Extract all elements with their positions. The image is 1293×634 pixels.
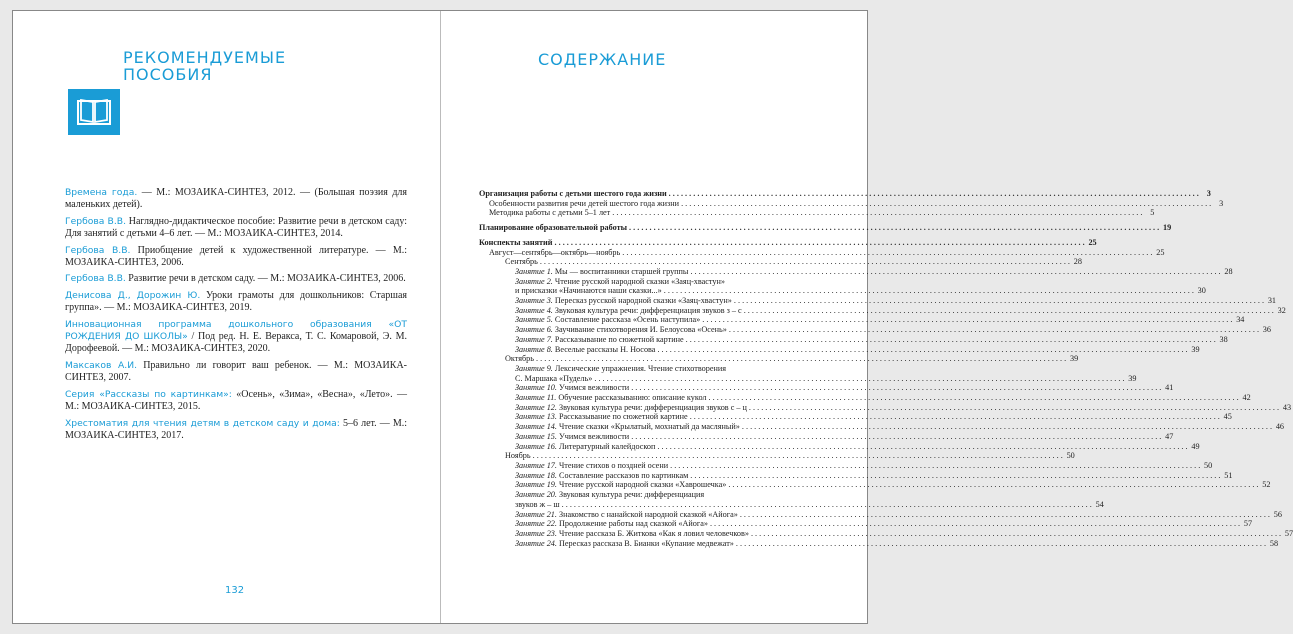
toc-entry-title bbox=[515, 510, 738, 520]
toc-entry[interactable] bbox=[479, 315, 1245, 325]
toc-entry-title bbox=[515, 315, 700, 325]
toc-entry-text: Методика работы с детьми 5–1 лет bbox=[489, 208, 611, 218]
toc-entry-text: Литературный калейдоскоп bbox=[556, 441, 656, 451]
toc-page-number: 57 bbox=[1284, 528, 1293, 538]
toc-page-number: 57 bbox=[1243, 519, 1253, 529]
toc-entry[interactable] bbox=[479, 412, 1232, 422]
toc-page-number: 19 bbox=[1162, 223, 1172, 233]
toc-entry[interactable] bbox=[479, 509, 1282, 520]
toc-lesson-number: Занятие 15. bbox=[515, 431, 557, 441]
toc-page-number: 28 bbox=[1224, 266, 1233, 276]
toc-lesson-number: Занятие 4. bbox=[515, 305, 553, 315]
toc-entry-title bbox=[515, 432, 629, 442]
heading-line-2: ПОСОБИЯ bbox=[123, 65, 213, 84]
toc-leader-dots bbox=[709, 393, 1239, 403]
toc-leader-dots bbox=[690, 412, 1220, 422]
toc-page-number: 50 bbox=[1204, 460, 1213, 470]
toc-page-number: 50 bbox=[1066, 451, 1075, 461]
toc-entry[interactable] bbox=[479, 364, 823, 374]
toc-entry-title bbox=[515, 461, 668, 471]
toc-entry[interactable] bbox=[479, 325, 1271, 335]
toc-leader-dots bbox=[690, 471, 1220, 481]
toc-entry-text: Продолжение работы над сказкой «Айога» bbox=[556, 519, 708, 529]
toc-entry-title bbox=[515, 539, 734, 549]
toc-entry-title bbox=[515, 480, 726, 490]
toc-lesson-number: Занятие 22. bbox=[515, 519, 557, 529]
toc-lesson-number: Занятие 16. bbox=[515, 441, 557, 451]
toc-entry-text: Составление рассказов по картинкам bbox=[556, 470, 689, 480]
toc-lesson-number: Занятие 23. bbox=[515, 528, 557, 538]
toc-leader-dots bbox=[622, 248, 1152, 258]
toc-entry-text: Конспекты занятий bbox=[479, 237, 553, 247]
toc-entry[interactable] bbox=[479, 189, 1211, 199]
toc-leader-dots bbox=[742, 422, 1272, 432]
toc-entry[interactable] bbox=[479, 296, 1277, 306]
toc-entry[interactable] bbox=[479, 247, 1165, 258]
reference-author: Инновационная программа дошкольного образования «ОТ РОЖДЕНИЯ ДО ШКОЛЫ» bbox=[65, 318, 407, 343]
toc-lesson-number: Занятие 19. bbox=[515, 480, 557, 490]
reference-item bbox=[65, 245, 407, 270]
toc-entry-title bbox=[515, 529, 749, 539]
toc-lesson-number: Занятие 21. bbox=[515, 509, 557, 519]
toc-entry-title bbox=[489, 208, 610, 218]
toc-entry-title bbox=[515, 286, 662, 296]
references-list bbox=[65, 187, 407, 446]
reference-author: Гербова В.В. bbox=[65, 215, 127, 227]
toc-page-number: 32 bbox=[1277, 305, 1286, 315]
toc-entry-text: Учимся вежливости bbox=[556, 431, 630, 441]
toc-entry-text: Пересказ рассказа В. Бианки «Купание медвежат» bbox=[556, 538, 734, 548]
toc-entry-text: Знакомство с нанайской народной сказкой «Айога» bbox=[556, 509, 738, 519]
toc-entry[interactable] bbox=[479, 402, 1292, 413]
toc-lesson-number: Занятие 5. bbox=[515, 315, 553, 325]
toc-entry-text: Октябрь bbox=[505, 354, 535, 364]
toc-entry-title bbox=[489, 248, 620, 258]
toc-leader-dots bbox=[729, 325, 1259, 335]
toc-entry-title bbox=[515, 335, 684, 345]
toc-page-number: 52 bbox=[1262, 480, 1271, 490]
toc-page-number: 43 bbox=[1282, 402, 1292, 412]
toc-entry[interactable] bbox=[479, 383, 1174, 393]
toc-lesson-number: Занятие 24. bbox=[515, 538, 557, 548]
toc-page-number: 41 bbox=[1165, 383, 1174, 393]
toc-leader-dots bbox=[562, 500, 1092, 510]
toc-leader-dots bbox=[594, 374, 1124, 384]
toc-entry-title bbox=[479, 238, 553, 248]
toc-entry[interactable] bbox=[479, 334, 1228, 345]
toc-leader-dots bbox=[631, 432, 1161, 442]
reference-text: — М.: МОЗАИКА-СИНТЕЗ, 2012. — (Большая поэзия для маленьких детей). bbox=[65, 187, 407, 211]
toc-leader-dots bbox=[664, 286, 1194, 296]
reference-item bbox=[65, 319, 407, 356]
toc-entry-title bbox=[515, 383, 629, 393]
toc-entry-text: Обучение рассказыванию: описание кукол bbox=[556, 393, 707, 403]
toc-entry-title bbox=[505, 257, 538, 267]
toc-entry[interactable] bbox=[479, 305, 1286, 316]
left-page-heading bbox=[123, 49, 286, 83]
toc-entry-title bbox=[515, 490, 704, 500]
reference-author: Серия «Рассказы по картинкам»: bbox=[65, 388, 232, 400]
toc-entry-text: Лексические упражнения. Чтение стихотворения bbox=[552, 363, 727, 373]
toc-entry-text: и присказки «Начинаются наши сказки...» bbox=[515, 286, 662, 296]
toc-page-number: 31 bbox=[1267, 296, 1277, 306]
toc-entry[interactable] bbox=[479, 441, 1200, 452]
reference-item bbox=[65, 418, 407, 443]
toc-entry-text: Планирование образовательной работы bbox=[479, 223, 628, 233]
toc-entry-title bbox=[515, 306, 742, 316]
toc-entry[interactable] bbox=[479, 373, 1137, 384]
toc-page-number: 45 bbox=[1223, 412, 1232, 422]
toc-entry-text: Рассказывание по сюжетной картине bbox=[556, 412, 688, 422]
toc-page-number: 5 bbox=[1150, 208, 1155, 218]
toc-page-number: 58 bbox=[1269, 538, 1279, 548]
toc-entry[interactable] bbox=[479, 208, 1155, 218]
book-spread bbox=[12, 10, 1293, 624]
reference-item bbox=[65, 187, 407, 212]
toc-leader-dots bbox=[631, 383, 1161, 393]
reference-item bbox=[65, 360, 407, 385]
toc-entry[interactable] bbox=[479, 393, 1251, 403]
toc-entry[interactable] bbox=[479, 198, 1224, 209]
page-gutter bbox=[440, 11, 441, 623]
toc-entry[interactable] bbox=[479, 286, 1206, 296]
toc-page-number: 42 bbox=[1242, 393, 1251, 403]
toc-entry-text: Чтение стихов о поздней осени bbox=[556, 460, 669, 470]
toc-leader-dots bbox=[710, 519, 1240, 529]
toc-entry[interactable] bbox=[479, 528, 1293, 539]
toc-entry-text: Чтение русской народной сказки «Заяц-хвастун» bbox=[552, 276, 725, 286]
toc-entry[interactable] bbox=[479, 422, 1285, 432]
toc-lesson-number: Занятие 18. bbox=[515, 470, 557, 480]
toc-page-number: 39 bbox=[1128, 373, 1137, 383]
toc-entry[interactable] bbox=[479, 538, 1279, 549]
reference-text: Развитие речи в детском саду. — М.: МОЗАИКА-СИНТЕЗ, 2006. bbox=[125, 273, 406, 285]
toc-leader-dots bbox=[681, 199, 1211, 209]
toc-page-number: 25 bbox=[1156, 247, 1165, 257]
toc-leader-dots bbox=[533, 451, 1063, 461]
toc-page-number: 3 bbox=[1206, 189, 1211, 198]
table-of-contents bbox=[479, 189, 1293, 548]
toc-leader-dots bbox=[749, 403, 1279, 413]
toc-leader-dots bbox=[736, 539, 1266, 549]
toc-leader-dots bbox=[612, 208, 1142, 218]
toc-lesson-number: Занятие 17. bbox=[515, 460, 557, 470]
toc-entry-text: Сентябрь bbox=[505, 257, 538, 267]
toc-entry-title bbox=[515, 277, 725, 287]
toc-leader-dots bbox=[702, 315, 1232, 325]
toc-entry-text: Чтение русской народной сказки «Хаврошечка» bbox=[556, 480, 727, 490]
toc-entry[interactable] bbox=[479, 460, 1213, 471]
toc-entry[interactable] bbox=[479, 499, 1104, 510]
reference-author: Гербова В.В. bbox=[65, 244, 131, 256]
reference-text: Правильно ли говорит ваш ребенок. — М.: МОЗАИКА-СИНТЕЗ, 2007. bbox=[65, 359, 408, 384]
toc-page-number: 54 bbox=[1095, 499, 1104, 509]
toc-entry[interactable] bbox=[479, 223, 1172, 233]
toc-entry[interactable] bbox=[479, 490, 823, 500]
toc-entry[interactable] bbox=[479, 354, 1079, 364]
reference-item bbox=[65, 389, 407, 414]
reference-author: Времена года. bbox=[65, 187, 138, 198]
toc-entry-text: Чтение рассказа Б. Житкова «Как я ловил человечков» bbox=[556, 528, 749, 538]
toc-lesson-number: Занятие 13. bbox=[515, 412, 557, 422]
toc-leader-dots bbox=[657, 345, 1187, 355]
toc-page-number: 30 bbox=[1197, 286, 1206, 296]
toc-entry-text: Звуковая культура речи: дифференциация bbox=[556, 490, 705, 500]
toc-entry-text: Организация работы с детьми шестого года жизни bbox=[479, 189, 667, 198]
toc-entry-title bbox=[515, 374, 592, 384]
toc-entry-title bbox=[515, 345, 655, 355]
toc-leader-dots bbox=[657, 442, 1187, 452]
toc-lesson-number: Занятие 14. bbox=[515, 422, 557, 432]
toc-leader-dots bbox=[555, 238, 1085, 248]
toc-leader-dots bbox=[536, 354, 1066, 364]
toc-page-number: 25 bbox=[1088, 237, 1097, 247]
toc-entry[interactable] bbox=[479, 431, 1174, 442]
toc-lesson-number: Занятие 1. bbox=[515, 266, 553, 276]
toc-lesson-number: Занятие 9. bbox=[515, 363, 553, 373]
toc-entry-title bbox=[515, 296, 732, 306]
reference-author: Денисова Д., Дорожин Ю. bbox=[65, 289, 201, 301]
toc-entry-title bbox=[515, 519, 708, 529]
toc-page-number: 38 bbox=[1219, 334, 1228, 344]
toc-leader-dots bbox=[540, 257, 1070, 267]
toc-leader-dots bbox=[728, 480, 1258, 490]
toc-entry-text: Заучивание стихотворения И. Белоусова «Осень» bbox=[552, 325, 727, 335]
toc-lesson-number: Занятие 10. bbox=[515, 383, 557, 393]
reference-item bbox=[65, 216, 407, 241]
toc-leader-dots bbox=[669, 189, 1199, 199]
toc-lesson-number: Занятие 20. bbox=[515, 490, 557, 500]
toc-leader-dots bbox=[629, 223, 1159, 233]
reference-text: 5–6 лет. — М.: МОЗАИКА-СИНТЕЗ, 2017. bbox=[65, 417, 408, 441]
toc-page-number: 3 bbox=[1219, 198, 1224, 208]
toc-entry-title bbox=[489, 199, 679, 209]
toc-lesson-number: Занятие 8. bbox=[515, 344, 553, 354]
toc-page-number: 39 bbox=[1069, 354, 1079, 364]
book-icon-badge bbox=[68, 89, 120, 135]
toc-page-number: 28 bbox=[1073, 257, 1082, 267]
toc-entry[interactable] bbox=[479, 344, 1200, 355]
toc-page-number: 56 bbox=[1273, 509, 1282, 519]
toc-page-number: 51 bbox=[1224, 470, 1233, 480]
toc-leader-dots bbox=[744, 306, 1274, 316]
toc-lesson-number: Занятие 12. bbox=[515, 402, 557, 412]
toc-entry-title bbox=[515, 500, 560, 510]
toc-entry-title bbox=[515, 393, 707, 403]
toc-entry[interactable] bbox=[479, 519, 1253, 529]
toc-lesson-number: Занятие 6. bbox=[515, 325, 553, 335]
toc-entry-text: звуков ж – ш bbox=[515, 499, 560, 509]
reference-text: «Осень», «Зима», «Весна», «Лето». — М.: МОЗАИКА-СИНТЕЗ, 2015. bbox=[65, 388, 408, 413]
toc-entry[interactable] bbox=[479, 237, 1097, 248]
toc-entry-text: Веселые рассказы Н. Носова bbox=[552, 344, 656, 354]
toc-lesson-number: Занятие 11. bbox=[515, 393, 557, 403]
reference-text: Наглядно-дидактическое пособие: Развитие речи в детском саду: Для занятий с детьми 4–6 лет. — М.: МОЗАИКА-СИНТЕЗ, 2014. bbox=[65, 215, 407, 240]
toc-entry-text: Звуковая культура речи: дифференциация звуков з – с bbox=[552, 305, 742, 315]
toc-entry-text: Пересказ русской народной сказки «Заяц-хвастун» bbox=[552, 296, 732, 306]
toc-entry-title bbox=[479, 223, 627, 233]
toc-entry[interactable] bbox=[479, 470, 1233, 481]
toc-entry-title bbox=[515, 412, 688, 422]
toc-entry-title bbox=[515, 364, 726, 374]
page-number: 132 bbox=[225, 585, 245, 596]
toc-entry-text: Учимся вежливости bbox=[556, 383, 630, 393]
toc-entry-title bbox=[479, 189, 667, 199]
toc-entry[interactable] bbox=[479, 451, 1075, 461]
toc-page-number: 46 bbox=[1275, 422, 1285, 432]
toc-entry[interactable] bbox=[479, 266, 1233, 277]
toc-page-number: 47 bbox=[1165, 431, 1174, 441]
right-page-heading: СОДЕРЖАНИЕ bbox=[538, 50, 667, 69]
toc-page-number: 39 bbox=[1191, 344, 1200, 354]
toc-lesson-number: Занятие 2. bbox=[515, 276, 553, 286]
toc-entry-text: Звуковая культура речи: дифференциация звуков с – ц bbox=[556, 402, 747, 412]
toc-entry-title bbox=[515, 325, 727, 335]
toc-page-number: 34 bbox=[1236, 315, 1245, 325]
toc-entry-text: Чтение сказки «Крылатый, мохнатый да масляный» bbox=[556, 422, 740, 432]
toc-entry-title bbox=[505, 354, 534, 364]
reference-item bbox=[65, 290, 407, 315]
reference-item bbox=[65, 273, 407, 285]
toc-entry-title bbox=[515, 471, 688, 481]
toc-leader-dots bbox=[670, 461, 1200, 471]
toc-entry-text: Рассказывание по сюжетной картине bbox=[552, 334, 684, 344]
toc-entry-title bbox=[515, 442, 655, 452]
toc-entry-title bbox=[505, 451, 531, 461]
toc-entry-text: Мы — воспитанники старшей группы bbox=[552, 266, 689, 276]
toc-leader-dots bbox=[690, 267, 1220, 277]
toc-lesson-number: Занятие 3. bbox=[515, 296, 553, 306]
reference-text: / Под ред. Н. Е. Веракса, Т. С. Комаровой, Э. М. Дорофеевой. — М.: МОЗАИКА-СИНТЕЗ, 2020. bbox=[65, 331, 408, 355]
toc-leader-dots bbox=[740, 510, 1270, 520]
toc-entry-title bbox=[515, 403, 747, 413]
toc-page-number: 49 bbox=[1191, 441, 1200, 451]
reference-author: Гербова В.В. bbox=[65, 273, 126, 285]
toc-leader-dots bbox=[686, 335, 1216, 345]
toc-entry[interactable] bbox=[479, 277, 823, 287]
toc-entry-text: С. Маршака «Пудель» bbox=[515, 373, 593, 383]
reference-author: Максаков А.И. bbox=[65, 359, 137, 371]
toc-lesson-number: Занятие 7. bbox=[515, 334, 553, 344]
toc-entry[interactable] bbox=[479, 480, 1271, 490]
toc-leader-dots bbox=[751, 529, 1281, 539]
toc-entry[interactable] bbox=[479, 257, 1082, 267]
reference-text: Приобщение детей к художественной литературе. — М.: МОЗАИКА-СИНТЕЗ, 2006. bbox=[65, 244, 407, 269]
reference-text: Уроки грамоты для дошкольников: Старшая группа». — М.: МОЗАИКА-СИНТЕЗ, 2019. bbox=[65, 289, 408, 314]
toc-entry-text: Август—сентябрь—октябрь—ноябрь bbox=[489, 247, 621, 257]
toc-leader-dots bbox=[734, 296, 1264, 306]
book-icon bbox=[77, 97, 111, 127]
toc-entry-text: Особенности развития речи детей шестого года жизни bbox=[489, 198, 680, 208]
toc-page-number: 36 bbox=[1262, 325, 1271, 335]
reference-author: Хрестоматия для чтения детям в детском саду и дома: bbox=[65, 417, 340, 429]
toc-entry-text: Ноябрь bbox=[505, 451, 531, 461]
toc-entry-text: Составление рассказа «Осень наступила» bbox=[552, 315, 701, 325]
heading-line-1: РЕКОМЕНДУЕМЫЕ bbox=[123, 48, 287, 67]
toc-entry-title bbox=[515, 422, 740, 432]
toc-entry-title bbox=[515, 267, 688, 277]
